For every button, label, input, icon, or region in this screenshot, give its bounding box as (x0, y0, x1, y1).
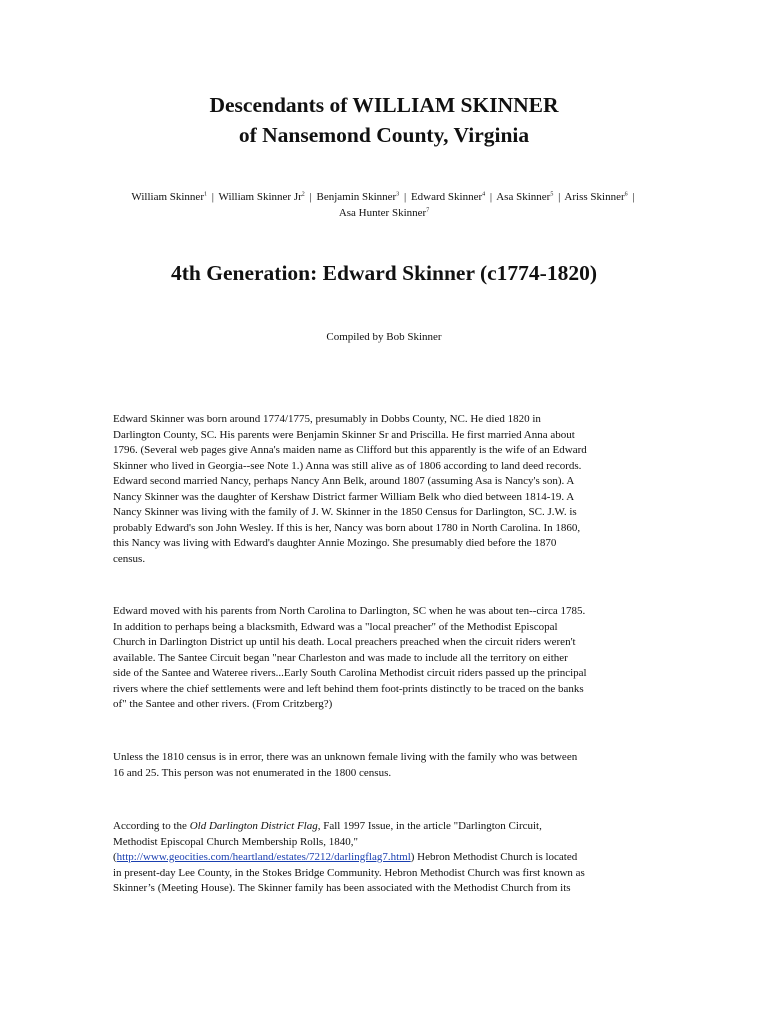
nav-separator: | (558, 191, 561, 203)
generation-heading: 4th Generation: Edward Skinner (c1774-1820) (170, 261, 598, 285)
paragraph-line: Unless the 1810 census is in error, there was an unknown female living with the family who was between (113, 751, 578, 763)
paragraph-hebron-church (113, 819, 661, 897)
paragraph-line: Nancy Skinner was the daughter of Kershaw District farmer William Belk who died between 1814-19. A (113, 490, 575, 503)
paragraph-line: available. The Santee Circuit began "near Charleston and was made to include all the territory on either (113, 651, 568, 664)
document-title (0, 90, 768, 150)
lineage-link-ariss-skinner[interactable]: Ariss Skinner$^6$ (564, 191, 628, 203)
paragraph-line: side of the Santee and Wateree rivers...Early South Carolina Methodist circuit riders passed up the principal (113, 667, 587, 679)
paragraph-line: (http://www.geocities.com/heartland/estates/7212/darlingflag7.html) Hebron Methodist Church is located (113, 851, 578, 863)
nav-separator: | (403, 191, 407, 203)
paragraph-line: In addition to perhaps being a blacksmith, Edward was a "local preacher" of the Methodist Episcopal (113, 620, 558, 633)
paragraph-line: Methodist Episcopal Church Membership Rolls, 1840," (113, 835, 358, 848)
paragraph-line: Nancy Skinner was living with the family of J. W. Skinner in the 1850 Census for Darlington, SC. J.W. is (113, 506, 577, 518)
paragraph-line: 1796. (Several web pages give Anna's maiden name as Clifford but this apparently is the wife of an Edward (113, 444, 587, 456)
lineage-link-asa-hunter-skinner[interactable]: Asa Hunter Skinner$^7$ (338, 206, 430, 219)
paragraph-line: Church in Darlington District up until his death. Local preachers preached when the circuit riders weren't (113, 636, 576, 648)
paragraph-line: Darlington County, SC. His parents were Benjamin Skinner Sr and Priscilla. He first married Anna about (113, 428, 575, 441)
nav-separator: | (489, 191, 493, 203)
paragraph-line: this Nancy was living with Edward's daughter Annie Mozingo. She presumably died before the 1870 (113, 537, 557, 549)
lineage-nav (124, 190, 644, 221)
geocities-link[interactable]: http://www.geocities.com/heartland/estates/7212/darlingflag7.html (116, 851, 411, 863)
paragraph-line: Skinner who lived in Georgia--see Note 1.) Anna was still alive as of 1806 according to land deed records. (113, 459, 582, 472)
paragraph-line: Edward second married Nancy, perhaps Nancy Ann Belk, around 1807 (assuming Asa is Nancy's son). A (113, 475, 575, 487)
paragraph-birth-and-marriages (113, 412, 661, 567)
paragraph-line: Edward moved with his parents from North Carolina to Darlington, SC when he was about ten--circa 1785. (113, 605, 586, 617)
paragraph-line: 16 and 25. This person was not enumerated in the 1800 census. (113, 766, 392, 779)
publication-title: Old Darlington District Flag (189, 820, 318, 832)
paragraph-line: Edward Skinner was born around 1774/1775, presumably in Dobbs County, NC. He died 1820 in (113, 413, 541, 425)
paragraph-line: census. (113, 552, 146, 565)
title-line-1: Descendants of WILLIAM SKINNER (209, 93, 559, 117)
paragraph-line: in present-day Lee County, in the Stokes Bridge Community. Hebron Methodist Church was first known as (113, 866, 585, 879)
paragraph-line: rivers where the chief settlements were and left behind them foot-prints distinctly to be traced on the banks (113, 682, 584, 695)
compiled-by: Compiled by Bob Skinner (326, 331, 442, 343)
nav-separator: | (211, 191, 214, 203)
lineage-link-william-skinner[interactable]: William Skinner$^1$ (131, 191, 207, 203)
nav-separator: | (632, 191, 635, 203)
paragraph-census (113, 750, 661, 781)
paragraph-line: of" the Santee and other rivers. (From Critzberg?) (113, 698, 333, 710)
paragraph-line: Skinner’s (Meeting House). The Skinner family has been associated with the Methodist Church from its (113, 882, 571, 894)
lineage-link-asa-skinner[interactable]: Asa Skinner$^5$ (496, 191, 554, 203)
paragraph-line: probably Edward's son John Wesley. If this is her, Nancy was born about 1780 in North Carolina. In 1860, (113, 521, 581, 534)
paragraph-preacher (113, 604, 661, 713)
nav-separator: | (309, 191, 312, 203)
lineage-link-benjamin-skinner[interactable]: Benjamin Skinner$^3$ (316, 191, 400, 203)
lineage-link-william-skinner-jr[interactable]: William Skinner Jr$^2$ (218, 191, 305, 203)
lineage-current-edward-skinner: Edward Skinner$^4$ (410, 191, 486, 203)
title-line-2: of Nansemond County, Virginia (238, 123, 530, 147)
paragraph-line: According to the Old Darlington District Flag, Fall 1997 Issue, in the article "Darlington Circuit, (113, 820, 542, 832)
